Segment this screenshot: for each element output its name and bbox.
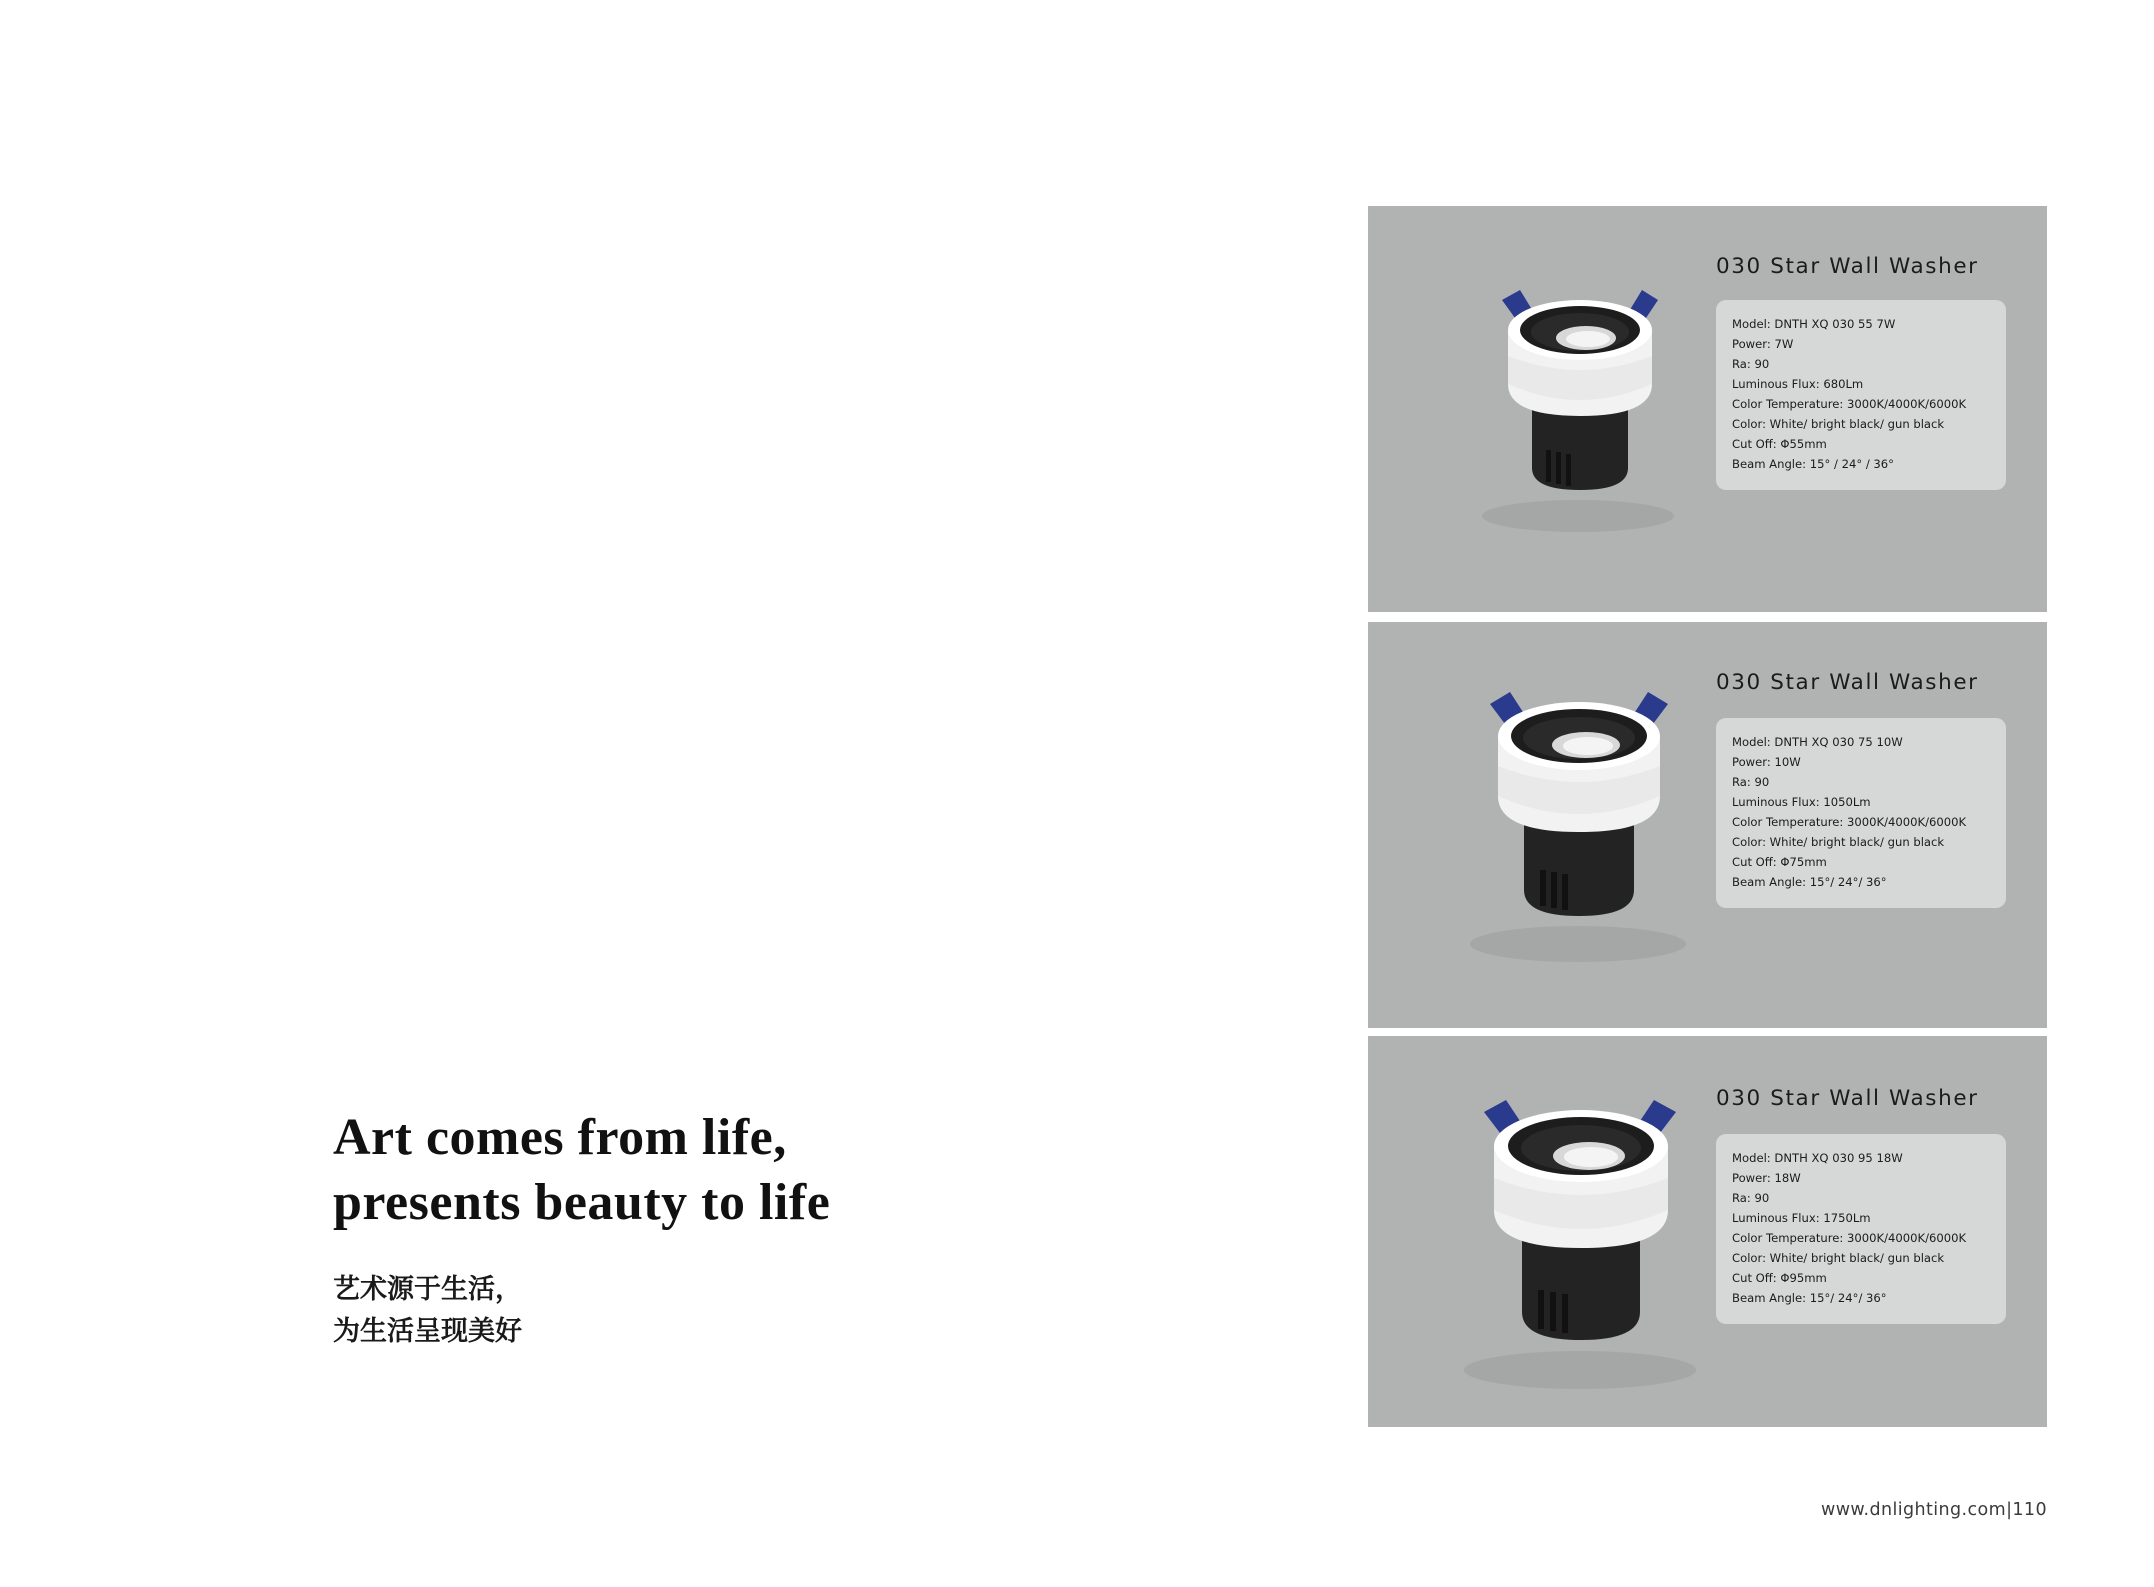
spec-color-temperature: Color Temperature: 3000K/4000K/6000K	[1732, 397, 1967, 412]
page-footer	[0, 1500, 2047, 1520]
downlight-illustration-icon	[1430, 664, 1730, 984]
footer-page-number: 110	[2012, 1500, 2047, 1520]
spec-luminous-flux: Luminous Flux: 680Lm	[1732, 377, 1864, 392]
headline-chinese	[333, 1269, 1053, 1353]
footer-website: www.dnlighting.com	[1821, 1500, 2007, 1520]
spec-cut-off: Cut Off: Φ75mm	[1732, 855, 1827, 870]
product-image-2	[1368, 622, 1716, 1028]
spec-ra: Ra: 90	[1732, 775, 1770, 790]
spec-card-3	[1716, 1134, 2006, 1324]
footer-separator: |	[2006, 1500, 2013, 1520]
spec-cut-off: Cut Off: Φ55mm	[1732, 437, 1827, 452]
product-title-2: 030 Star Wall Washer	[1716, 670, 1979, 695]
spec-luminous-flux: Luminous Flux: 1050Lm	[1732, 795, 1871, 810]
spec-color-temperature: Color Temperature: 3000K/4000K/6000K	[1732, 1231, 1967, 1246]
spec-color: Color: White/ bright black/ gun black	[1732, 1251, 1945, 1266]
downlight-illustration-icon	[1422, 1070, 1742, 1410]
spec-luminous-flux: Luminous Flux: 1750Lm	[1732, 1211, 1871, 1226]
spec-model: Model: DNTH XQ 030 75 10W	[1732, 735, 1903, 749]
spec-ra: Ra: 90	[1732, 1191, 1770, 1206]
product-image-1	[1368, 206, 1716, 612]
downlight-illustration-icon	[1446, 264, 1716, 554]
spec-beam-angle: Beam Angle: 15°/ 24°/ 36°	[1732, 875, 1887, 890]
spec-power: Power: 18W	[1732, 1171, 1801, 1186]
headline-chinese-line-2: 为生活呈现美好	[333, 1315, 522, 1347]
spec-model: Model: DNTH XQ 030 55 7W	[1732, 317, 1896, 331]
spec-color-temperature: Color Temperature: 3000K/4000K/6000K	[1732, 815, 1967, 830]
spec-beam-angle: Beam Angle: 15° / 24° / 36°	[1732, 457, 1894, 472]
product-panel-1	[1368, 206, 2047, 612]
product-title-3: 030 Star Wall Washer	[1716, 1086, 1979, 1111]
spec-beam-angle: Beam Angle: 15°/ 24°/ 36°	[1732, 1291, 1887, 1306]
spec-card-2	[1716, 718, 2006, 908]
spec-ra: Ra: 90	[1732, 357, 1770, 372]
product-panel-2	[1368, 622, 2047, 1028]
product-image-3	[1368, 1036, 1716, 1427]
headline-chinese-line-1: 艺术源于生活，	[333, 1274, 522, 1305]
spec-model: Model: DNTH XQ 030 95 18W	[1732, 1151, 1903, 1165]
headline-line-2: presents beauty to life	[333, 1174, 831, 1231]
headline-line-1: Art comes from life,	[333, 1109, 787, 1166]
spec-card-1	[1716, 300, 2006, 490]
spec-color: Color: White/ bright black/ gun black	[1732, 835, 1945, 850]
spec-cut-off: Cut Off: Φ95mm	[1732, 1271, 1827, 1286]
product-panel-3	[1368, 1036, 2047, 1427]
spec-power: Power: 7W	[1732, 337, 1794, 352]
spec-power: Power: 10W	[1732, 755, 1801, 770]
spec-color: Color: White/ bright black/ gun black	[1732, 417, 1945, 432]
product-title-1: 030 Star Wall Washer	[1716, 254, 1979, 279]
headline-block	[333, 1105, 1053, 1353]
